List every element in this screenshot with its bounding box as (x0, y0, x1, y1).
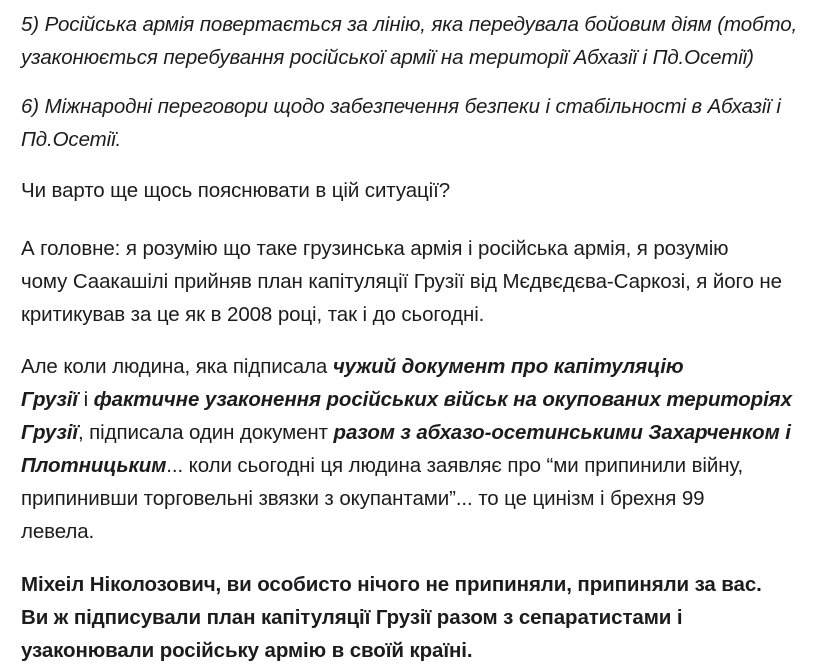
emphasis-text: чужий документ про капітуляцію (332, 355, 684, 378)
text-line: 6) Міжнародні переговори щодо забезпечення безпеки і стабільності в Абхазії і (21, 95, 781, 118)
text-line: Ви ж підписували план капітуляції Грузії разом з сепаратистами і (21, 606, 683, 629)
emphasis-text: разом з абхазо-осетинськими Захарченком і (333, 421, 791, 444)
text-line: Пд.Осетії. (21, 128, 122, 151)
paragraph-conclusion (21, 568, 811, 667)
text-line: узаконювали російську армію в своїй країні. (21, 639, 473, 662)
text-line: левела. (21, 520, 95, 543)
text-line: критикував за це як в 2008 році, так і до сьогодні. (21, 303, 485, 326)
text-line: припинивши торговельні звязки з окупантами”... то це цинізм і брехня 99 (21, 487, 705, 510)
paragraph-point-5 (21, 8, 811, 74)
emphasis-text: фактичне узаконення російських військ на окупованих територіях (93, 388, 792, 411)
plain-text: ... коли сьогодні ця людина заявляє про “ми припинили війну, (166, 454, 744, 477)
paragraph-point-6 (21, 90, 811, 156)
text-line: Чи варто ще щось пояснювати в цій ситуації? (21, 179, 451, 202)
paragraph-question (21, 174, 811, 207)
text-line: Міхеіл Ніколозович, ви особисто нічого не припиняли, припиняли за вас. (21, 573, 762, 596)
text-line: 5) Російська армія повертається за лінію, яка передувала бойовим діям (тобто, (21, 13, 798, 36)
paragraph-argument (21, 350, 811, 548)
text-line (21, 350, 811, 383)
text-line (21, 449, 811, 482)
emphasis-text: Грузії (21, 388, 78, 411)
text-line (21, 416, 811, 449)
text-line (21, 383, 811, 416)
emphasis-text: Грузії (21, 421, 78, 444)
text-line: узаконюється перебування російської армії на території Абхазії і Пд.Осетії) (21, 46, 754, 69)
paragraph-main-point (21, 232, 811, 331)
text-line: А головне: я розумію що таке грузинська армія і російська армія, я розумію (21, 237, 729, 260)
emphasis-text: Плотницьким (21, 454, 167, 477)
plain-text: , підписала один документ (77, 421, 334, 444)
plain-text: і (77, 388, 94, 411)
text-line: чому Саакашілі прийняв план капітуляції Грузії від Мєдвєдєва-Саркозі, я його не (21, 270, 782, 293)
plain-text: Але коли людина, яка підписала (21, 355, 333, 378)
